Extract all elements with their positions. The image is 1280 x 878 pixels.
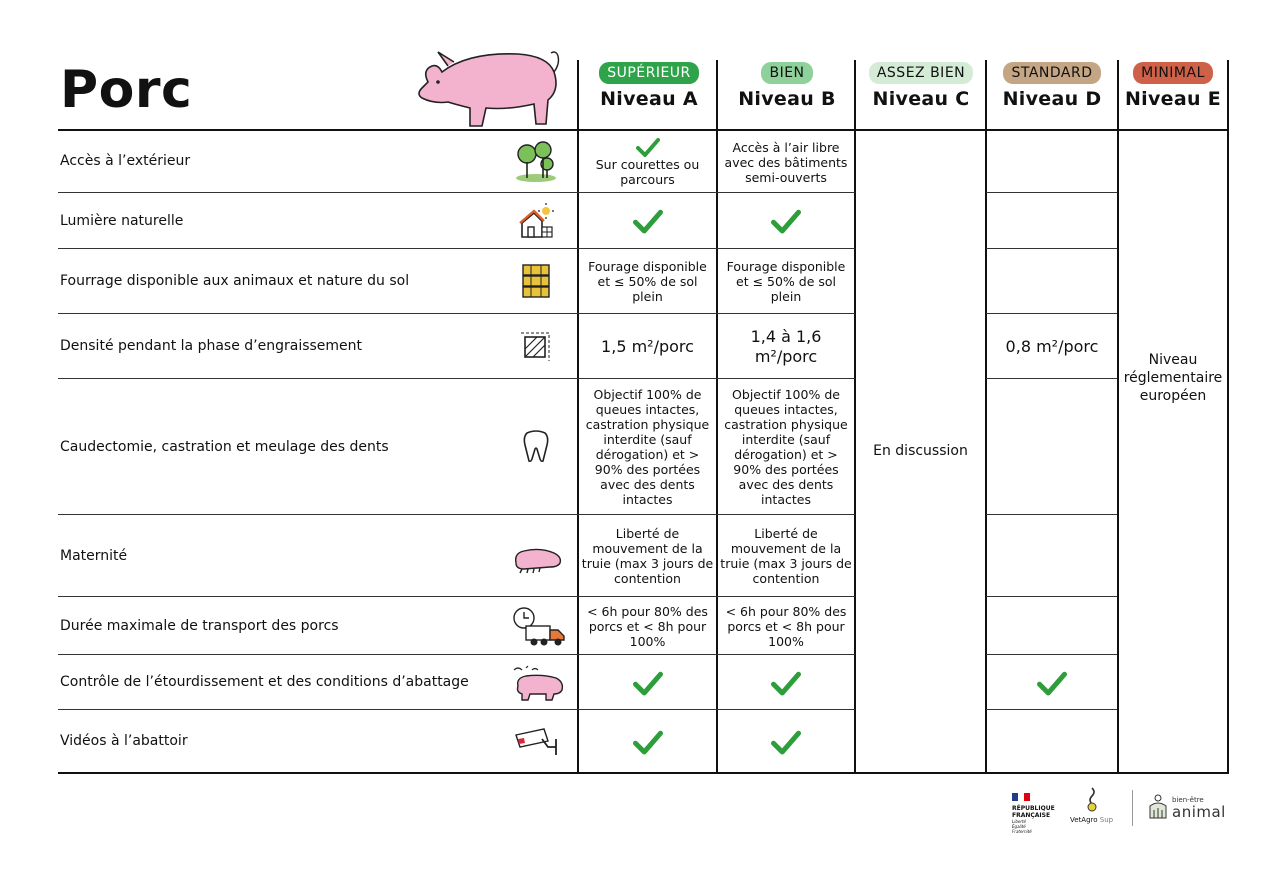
truck-clock-icon xyxy=(510,603,568,651)
level-e-title: Niveau E xyxy=(1124,88,1222,110)
cell-stunning-a xyxy=(579,656,716,709)
cell-maternity-a: Liberté de mouvement de la truie (max 3 jours de contention xyxy=(581,526,714,586)
area-density-icon xyxy=(512,322,560,370)
house-sun-icon xyxy=(512,197,560,245)
level-a-header xyxy=(580,62,718,110)
level-e-header xyxy=(1118,62,1228,110)
cell-light-b xyxy=(718,194,854,248)
row-label-stunning: Contrôle de l’étourdissement et des conditions d’abattage xyxy=(60,674,469,690)
cell-outdoor-a xyxy=(579,132,716,192)
pig-illustration-icon xyxy=(408,42,568,132)
table-bottom-line xyxy=(58,772,1228,774)
vetagro-icon xyxy=(1082,786,1102,812)
level-d-title: Niveau D xyxy=(1002,88,1102,110)
label-top-text: bien-être xyxy=(1172,796,1204,804)
row-sep xyxy=(986,313,1117,314)
row-label-density: Densité pendant la phase d’engraissement xyxy=(60,338,363,354)
vetagro-sup: Sup xyxy=(1099,816,1114,824)
cell-outdoor-b: Accès à l’air libre avec des bâtiments semi-ouverts xyxy=(724,139,848,185)
cell-mutilations-b: Objectif 100% de queues intactes, castration physique interdite (sauf dérogation) et > 90% des portées avec des dents intactes xyxy=(724,387,848,507)
rf-line1: RÉPUBLIQUE xyxy=(1012,805,1055,812)
badge-standard: STANDARD xyxy=(1003,62,1100,84)
row-label-mutilations: Caudectomie, castration et meulage des dents xyxy=(60,438,389,455)
logo-vetagro-sup xyxy=(1070,786,1113,825)
rf-motto2: Égalité xyxy=(1012,824,1026,829)
cell-transport-b: < 6h pour 80% des porcs et < 8h pour 100% xyxy=(725,603,847,649)
cell-density-a: 1,5 m²/porc xyxy=(601,336,694,356)
logo-republique-francaise xyxy=(1012,786,1055,834)
row-sep xyxy=(986,654,1117,655)
cell-stunning-b xyxy=(718,656,854,709)
level-c-title: Niveau C xyxy=(872,88,970,110)
tooth-icon xyxy=(512,422,560,470)
level-b-title: Niveau B xyxy=(738,88,836,110)
animal-label-icon xyxy=(1146,792,1170,820)
french-flag-icon xyxy=(1012,793,1030,801)
label-main-text: animal xyxy=(1172,803,1226,821)
row-label-videos: Vidéos à l’abattoir xyxy=(60,733,188,749)
checkmark-icon xyxy=(771,729,801,755)
checkmark-icon xyxy=(771,208,801,234)
level-d-header xyxy=(986,62,1118,110)
camera-icon xyxy=(512,718,562,766)
cell-forage-b: Fourage disponible et ≤ 50% de sol plein xyxy=(726,259,846,304)
header-divider xyxy=(58,129,1228,131)
row-label-transport: Durée maximale de transport des porcs xyxy=(60,617,339,634)
checkmark-icon xyxy=(633,208,663,234)
cell-videos-a xyxy=(579,711,716,772)
checkmark-icon xyxy=(636,137,660,157)
cell-maternity-b: Liberté de mouvement de la truie (max 3 jours de contention xyxy=(720,526,852,586)
row-sep xyxy=(986,709,1117,710)
cell-stunning-d xyxy=(987,656,1117,709)
cell-transport-a: < 6h pour 80% des porcs et < 8h pour 100% xyxy=(587,603,708,649)
row-sep xyxy=(986,514,1117,515)
level-b-header xyxy=(718,62,856,110)
cell-forage-a: Fourage disponible et ≤ 50% de sol plein xyxy=(588,259,707,304)
cell-level-e-merged: Niveau réglementaire européen xyxy=(1123,352,1223,404)
cell-density-d: 0,8 m²/porc xyxy=(1005,336,1099,356)
page-title: Porc xyxy=(60,60,193,120)
rf-motto3: Fraternité xyxy=(1012,829,1032,834)
dizzy-pig-icon xyxy=(508,658,568,706)
cell-density-b: 1,4 à 1,6 m²/porc xyxy=(750,326,822,366)
badge-assez-bien: ASSEZ BIEN xyxy=(869,62,973,84)
rf-line2: FRANÇAISE xyxy=(1012,812,1051,819)
checkmark-icon xyxy=(771,670,801,696)
badge-minimal: MINIMAL xyxy=(1133,62,1213,84)
row-sep xyxy=(986,596,1117,597)
checkmark-icon xyxy=(633,670,663,696)
cell-videos-b xyxy=(718,711,854,772)
col-divider-end xyxy=(1227,60,1229,774)
cell-outdoor-a-text: Sur courettes ou parcours xyxy=(595,157,700,187)
cell-level-c-merged: En discussion xyxy=(873,443,968,459)
footer-separator xyxy=(1132,790,1133,826)
row-label-maternity: Maternité xyxy=(60,547,128,564)
cell-mutilations-a: Objectif 100% de queues intactes, castration physique interdite (sauf dérogation) et > 90% des portées avec des dents intactes xyxy=(585,387,710,507)
checkmark-icon xyxy=(1037,670,1067,696)
badge-bien: BIEN xyxy=(761,62,812,84)
row-sep xyxy=(986,192,1117,193)
level-c-header xyxy=(856,62,986,110)
row-sep xyxy=(986,248,1117,249)
row-label-forage: Fourrage disponible aux animaux et nature du sol xyxy=(60,273,410,289)
vetagro-name: VetAgro xyxy=(1070,816,1098,824)
trees-icon xyxy=(512,137,560,185)
checkmark-icon xyxy=(633,729,663,755)
row-label-natural-light: Lumière naturelle xyxy=(60,212,184,229)
hay-bales-icon xyxy=(512,257,560,305)
rf-motto1: Liberté xyxy=(1012,819,1027,824)
row-sep xyxy=(58,514,855,515)
row-sep xyxy=(986,378,1117,379)
cell-light-a xyxy=(579,194,716,248)
row-label-outdoor-access: Accès à l’extérieur xyxy=(60,153,191,169)
level-a-title: Niveau A xyxy=(600,88,698,110)
badge-superieur: SUPÉRIEUR xyxy=(599,62,699,84)
sow-icon xyxy=(510,534,564,582)
logo-bien-etre-animal xyxy=(1146,792,1226,820)
